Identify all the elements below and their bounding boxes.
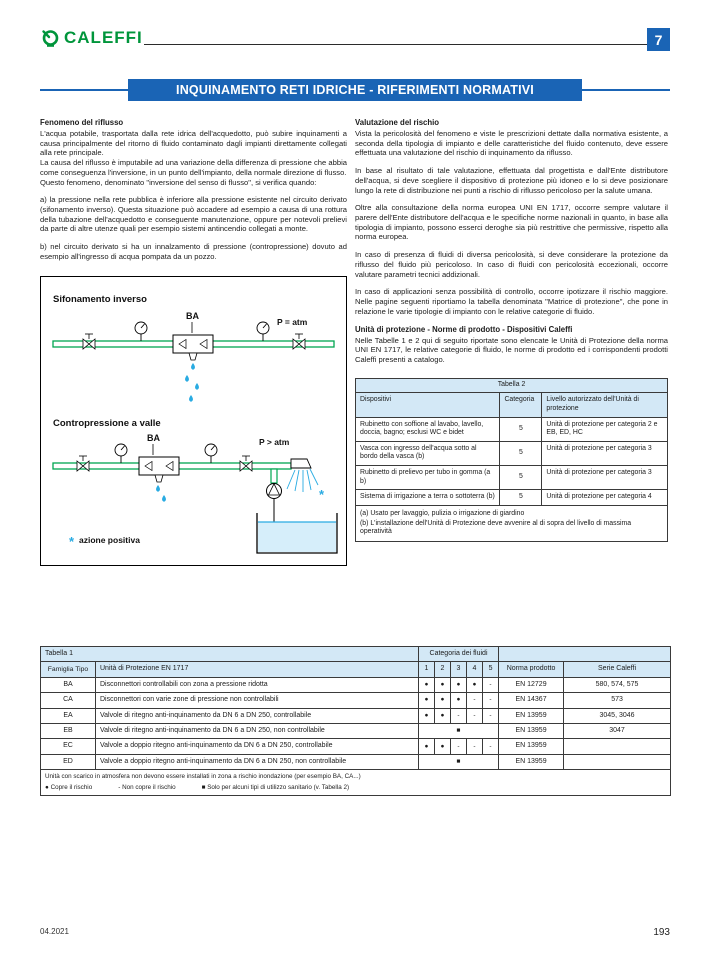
- t2-dispositivo: Rubinetto con soffione al lavabo, lavello, doccia, bagno; esclusi WC e bidet: [356, 417, 500, 441]
- t1-serie: 580, 574, 575: [564, 677, 671, 692]
- t1-title: Tabella 1: [41, 647, 419, 662]
- legend-text: Copre il rischio: [50, 783, 93, 791]
- footnote-asterisk: *: [69, 533, 75, 549]
- t2-notes-row: [356, 505, 668, 541]
- t1-cat: ●: [435, 677, 451, 692]
- t1-famiglia: EC: [41, 739, 96, 754]
- t1-cat: -: [467, 693, 483, 708]
- t1-cat-merged: ■: [419, 723, 499, 738]
- pressure-label-gt-atm: P > atm: [259, 436, 290, 447]
- legend-text: Solo per alcuni tipi di utilizzo sanitario (v. Tabella 2): [207, 783, 350, 791]
- t2-notes: [356, 505, 668, 541]
- ba-device-label: BA: [186, 310, 199, 321]
- t1-group-header-row: [41, 647, 671, 662]
- t1-norma: EN 13959: [499, 754, 564, 769]
- header-divider: [144, 44, 670, 45]
- t2-categoria: 5: [500, 441, 542, 465]
- positive-action-asterisk: *: [319, 486, 325, 502]
- t1-header-cat-4: 4: [467, 662, 483, 677]
- t2-livello: Unità di protezione per categoria 4: [542, 490, 668, 506]
- legend-item: [202, 784, 349, 792]
- t1-header-serie: Serie Caleffi: [564, 662, 671, 677]
- table-row: [41, 677, 671, 692]
- t2-livello: Unità di protezione per categoria 3: [542, 441, 668, 465]
- tabella-1: [40, 646, 671, 796]
- footer-date: 04.2021: [40, 927, 69, 936]
- pressure-label-atm: P = atm: [277, 316, 308, 327]
- pressure-gauge-icon: [257, 322, 269, 341]
- t2-dispositivo: Vasca con ingresso dell'acqua sotto al bordo della vasca (b): [356, 441, 500, 465]
- tabella-1-container: [40, 646, 670, 796]
- t1-legend: [45, 784, 666, 792]
- t2-header-dispositivi: Dispositivi: [356, 393, 500, 417]
- legend-symbol: ●: [45, 783, 49, 791]
- t2-title-row: [356, 378, 668, 393]
- t1-cat: -: [483, 708, 499, 723]
- t2-dispositivo: Sistema di irrigazione a terra o sottoterra (b): [356, 490, 500, 506]
- t1-famiglia: EB: [41, 723, 96, 738]
- t1-descrizione: Valvole a doppio ritegno anti-inquinamento da DN 6 a DN 250, controllabile: [96, 739, 419, 754]
- t1-descrizione: Valvole di ritegno anti-inquinamento da DN 6 a DN 250, non controllabile: [96, 723, 419, 738]
- t2-note-b: (b) L'installazione dell'Unità di Protezione deve avvenire al di sopra del livello di massima operatività: [360, 519, 632, 536]
- table-row: [356, 490, 668, 506]
- table-row: [356, 417, 668, 441]
- table-row: [41, 708, 671, 723]
- t2-title: Tabella 2: [356, 378, 668, 393]
- t1-cat: ●: [467, 677, 483, 692]
- t1-cat: ●: [419, 708, 435, 723]
- legend-text: Non copre il rischio: [122, 783, 176, 791]
- t1-norma: EN 13959: [499, 739, 564, 754]
- t2-dispositivo: Rubinetto di prelievo per tubo in gomma (a b): [356, 466, 500, 490]
- t1-serie: [564, 754, 671, 769]
- t1-header-cat-1: 1: [419, 662, 435, 677]
- t1-cat: -: [483, 693, 499, 708]
- footer-page-number: 193: [653, 927, 670, 938]
- t1-famiglia: EA: [41, 708, 96, 723]
- t1-header-famiglia: Famiglia Tipo: [41, 662, 96, 677]
- table-row: [41, 754, 671, 769]
- t1-group-header-spacer: [499, 647, 671, 662]
- legend-symbol: -: [118, 783, 121, 791]
- chapter-number-badge: 7: [647, 28, 670, 51]
- body-paragraph: Nelle Tabelle 1 e 2 qui di seguito riportate sono elencate le Unità di Protezione della norma UNI EN 1717, le relative categorie di fluido, le norme di prodotto ed i corrispondenti prodotti Caleffi presenti a catalogo.: [355, 335, 668, 364]
- table-row: [356, 466, 668, 490]
- t1-cat: -: [451, 739, 467, 754]
- riser-pipe: [271, 469, 277, 483]
- t1-header-row: [41, 662, 671, 677]
- table-row: [41, 693, 671, 708]
- t1-header-cat-2: 2: [435, 662, 451, 677]
- t2-categoria: 5: [500, 490, 542, 506]
- spray-lines: [287, 469, 318, 492]
- table-row: [41, 723, 671, 738]
- banner-line-left: [40, 89, 128, 91]
- pressure-gauge-icon: [205, 444, 217, 463]
- pressure-gauge-icon: [135, 322, 147, 341]
- pressure-gauge-icon: [115, 444, 127, 463]
- t1-famiglia: BA: [41, 677, 96, 692]
- legend-item: [118, 784, 175, 792]
- body-paragraph: La causa del riflusso è imputabile ad una variazione della differenza di pressione che abbia come conseguenza l'inversione, in un punto dell'impianto, della normale direzione di flusso.: [40, 158, 347, 177]
- water-drops-icon: [156, 485, 166, 502]
- t1-cat: -: [467, 739, 483, 754]
- body-paragraph: In caso di presenza di fluidi di diversa pericolosità, si deve considerare la protezione da riflusso del fluido più pericoloso. In caso di fluidi con pericolosità eccezionali, occorre valutare parametri tecnici addizionali.: [355, 250, 668, 279]
- body-paragraph: Vista la pericolosità del fenomeno e viste le prescrizioni dettate dalla normativa esistente, a seconda della tipologia di impianto e delle caratteristiche del fluido contenuto, deve essere effettuata una valutazione del rischio di inquinamento da riflusso.: [355, 129, 668, 158]
- t1-cat: ●: [419, 677, 435, 692]
- ba-backflow-preventer-icon: [173, 335, 213, 360]
- t1-descrizione: Valvole a doppio ritegno anti-inquinamento da DN 6 a DN 250, non controllabile: [96, 754, 419, 769]
- heading-unita-protezione: Unità di protezione - Norme di prodotto - Dispositivi Caleffi: [355, 324, 573, 334]
- caleffi-gauge-icon: [40, 28, 60, 48]
- heading-valutazione-rischio: Valutazione del rischio: [355, 118, 440, 127]
- t2-header-row: [356, 393, 668, 417]
- t1-descrizione: Valvole di ritegno anti-inquinamento da DN 6 a DN 250, controllabile: [96, 708, 419, 723]
- t1-cat: -: [483, 677, 499, 692]
- legend-symbol: ■: [201, 783, 206, 791]
- t1-norma: EN 13959: [499, 708, 564, 723]
- t1-cat: ●: [451, 693, 467, 708]
- t1-norma: EN 14367: [499, 693, 564, 708]
- t1-cat: ●: [451, 677, 467, 692]
- t1-serie: 3045, 3046: [564, 708, 671, 723]
- t1-cat: -: [483, 739, 499, 754]
- t2-categoria: 5: [500, 417, 542, 441]
- t2-header-categoria: Categoria: [500, 393, 542, 417]
- pump-icon: [267, 483, 282, 523]
- t2-livello: Unità di protezione per categoria 2 e EB, ED, HC: [542, 417, 668, 441]
- page-header: [40, 26, 670, 56]
- diagram-label-sifonamento: Sifonamento inverso: [53, 293, 147, 305]
- t1-category-group-header: Categoria dei fluidi: [419, 647, 499, 662]
- title-banner: [40, 79, 670, 101]
- body-paragraph: a) la pressione nella rete pubblica è inferiore alla pressione esistente nel circuito derivato (sifonamento inverso). Questa situazione può accadere ad esempio a causa di una rottura della tubazione dell'acquedotto e conseguente manutenzione, oppure per notevoli prelievi da parte di altre utenze quali per esempio sistemi antincendio collegati a monte.: [40, 195, 347, 234]
- t1-header-norma: Norma prodotto: [499, 662, 564, 677]
- t1-cat: ●: [419, 739, 435, 754]
- water-drops-icon: [185, 363, 199, 402]
- t1-footer-row: [41, 770, 671, 796]
- t1-cat: -: [451, 708, 467, 723]
- t1-descrizione: Disconnettori con varie zone di pressione non controllabili: [96, 693, 419, 708]
- t1-serie: 573: [564, 693, 671, 708]
- diagram-label-contropressione: Contropressione a valle: [53, 417, 161, 429]
- t1-cat: ●: [435, 708, 451, 723]
- table-row: [41, 739, 671, 754]
- t1-header-cat-3: 3: [451, 662, 467, 677]
- t1-norma: EN 13959: [499, 723, 564, 738]
- right-column: [355, 118, 668, 542]
- page-title: INQUINAMENTO RETI IDRICHE - RIFERIMENTI NORMATIVI: [128, 79, 582, 101]
- body-paragraph: L'acqua potabile, trasportata dalla rete idrica dell'acquedotto, può subire inquinamenti a causa principalmente del ritorno di fluido contaminato dagli impianti direttamente collegati alla rete principale.: [40, 129, 347, 158]
- ba-device-label: BA: [147, 432, 160, 443]
- table-row: [356, 441, 668, 465]
- banner-line-right: [582, 89, 670, 91]
- t1-footer: [41, 770, 671, 796]
- backflow-diagram-svg: [41, 277, 346, 565]
- body-paragraph: Questo fenomeno, denominato "inversione del senso di flusso", si verifica quando:: [40, 177, 317, 187]
- t1-header-cat-5: 5: [483, 662, 499, 677]
- t1-famiglia: ED: [41, 754, 96, 769]
- shower-head-icon: [291, 459, 311, 468]
- water-tank-icon: [257, 513, 337, 553]
- t1-serie: 3047: [564, 723, 671, 738]
- t1-cat: -: [467, 708, 483, 723]
- t1-header-unita: Unità di Protezione EN 1717: [96, 662, 419, 677]
- brand-name: CALEFFI: [64, 28, 143, 47]
- body-paragraph: In base al risultato di tale valutazione, effettuata dal progettista e dall'Ente distributore dell'acqua, si deve scegliere il dispositivo di protezione più idoneo e lo si deve posizionare lungo la rete di distribuzione nei punti a rischio di riflusso pericoloso per la salute umana.: [355, 166, 668, 195]
- t1-cat: ●: [435, 693, 451, 708]
- body-paragraph: Oltre alla consultazione della norma europea UNI EN 1717, occorre sempre valutare il parere dell'Ente distributore dell'acqua e le specifiche norme nazionali in quanto, in base alla tipologia di impianto, possono esserci deroghe sia più restrittive che permissive, rispetto alla norma europea.: [355, 203, 668, 242]
- tabella-2: [355, 378, 668, 542]
- t1-cat: ●: [435, 739, 451, 754]
- caleffi-logo: [40, 28, 143, 48]
- ba-backflow-preventer-icon: [139, 457, 179, 482]
- t1-descrizione: Disconnettori controllabili con zona a pressione ridotta: [96, 677, 419, 692]
- t1-serie: [564, 739, 671, 754]
- heading-fenomeno-riflusso: Fenomeno del riflusso: [40, 118, 124, 127]
- t2-livello: Unità di protezione per categoria 3: [542, 466, 668, 490]
- t1-cat-merged: ■: [419, 754, 499, 769]
- backflow-diagram: [40, 276, 347, 566]
- t2-categoria: 5: [500, 466, 542, 490]
- legend-item: [45, 784, 92, 792]
- diagram-footnote: azione positiva: [79, 534, 140, 545]
- t1-norma: EN 12729: [499, 677, 564, 692]
- t1-footnote: Unità con scarico in atmosfera non devono essere installati in zona a rischio inondazione (per esempio BA, CA...): [45, 773, 361, 781]
- t2-header-livello: Livello autorizzato dell'Unità di protezione: [542, 393, 668, 417]
- left-column: [40, 118, 347, 566]
- body-paragraph: b) nel circuito derivato si ha un innalzamento di pressione (contropressione) dovuto ad esempio all'ingresso di acqua pompata da un pozzo.: [40, 242, 347, 261]
- body-paragraph: In caso di applicazioni senza possibilità di controllo, occorre ipotizzare il rischio maggiore. Nelle pagine seguenti riportiamo la tabella denominata "Matrice di protezione", che pone in relazione le varie tipologie di impianto con le relative categorie di fluido.: [355, 287, 668, 316]
- t1-cat: ●: [419, 693, 435, 708]
- t2-note-a: (a) Usato per lavaggio, pulizia o irrigazione di giardino: [360, 509, 525, 517]
- t1-famiglia: CA: [41, 693, 96, 708]
